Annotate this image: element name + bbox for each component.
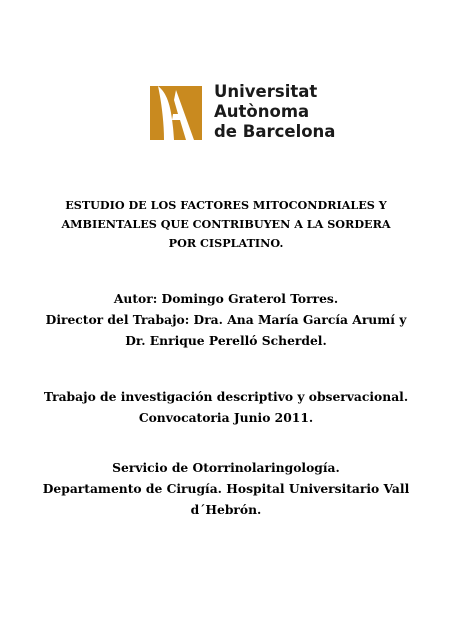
thesis-title-line-1: ESTUDIO DE LOS FACTORES MITOCONDRIALES Y xyxy=(65,198,387,212)
department-block xyxy=(40,457,412,520)
thesis-title-line-2: AMBIENTALES QUE CONTRIBUYEN A LA SORDERA xyxy=(61,217,391,231)
university-name-line-1: Universitat xyxy=(214,82,318,101)
call-date-line: Convocatoria Junio 2011. xyxy=(138,410,314,425)
department-line: Departamento de Cirugía. Hospital Universitario Vall xyxy=(42,481,410,496)
uab-logo-mark-icon xyxy=(150,86,202,140)
university-name xyxy=(214,82,335,142)
work-type-block xyxy=(40,386,412,428)
service-line: Servicio de Otorrinolaringología. xyxy=(112,460,340,475)
author-block xyxy=(40,288,412,351)
university-name-line-3: de Barcelona xyxy=(214,122,336,141)
co-director-line: Dr. Enrique Perelló Scherdel. xyxy=(125,333,327,348)
university-logo xyxy=(150,82,340,142)
university-name-line-2: Autònoma xyxy=(214,102,310,121)
director-line: Director del Trabajo: Dra. Ana María García Arumí y xyxy=(45,312,407,327)
hospital-line: d´Hebrón. xyxy=(190,502,262,517)
author-line: Autor: Domingo Graterol Torres. xyxy=(113,291,339,306)
work-type-line: Trabajo de investigación descriptivo y observacional. xyxy=(43,389,409,404)
thesis-title-line-3: POR CISPLATINO. xyxy=(168,236,284,250)
thesis-title xyxy=(40,196,412,253)
